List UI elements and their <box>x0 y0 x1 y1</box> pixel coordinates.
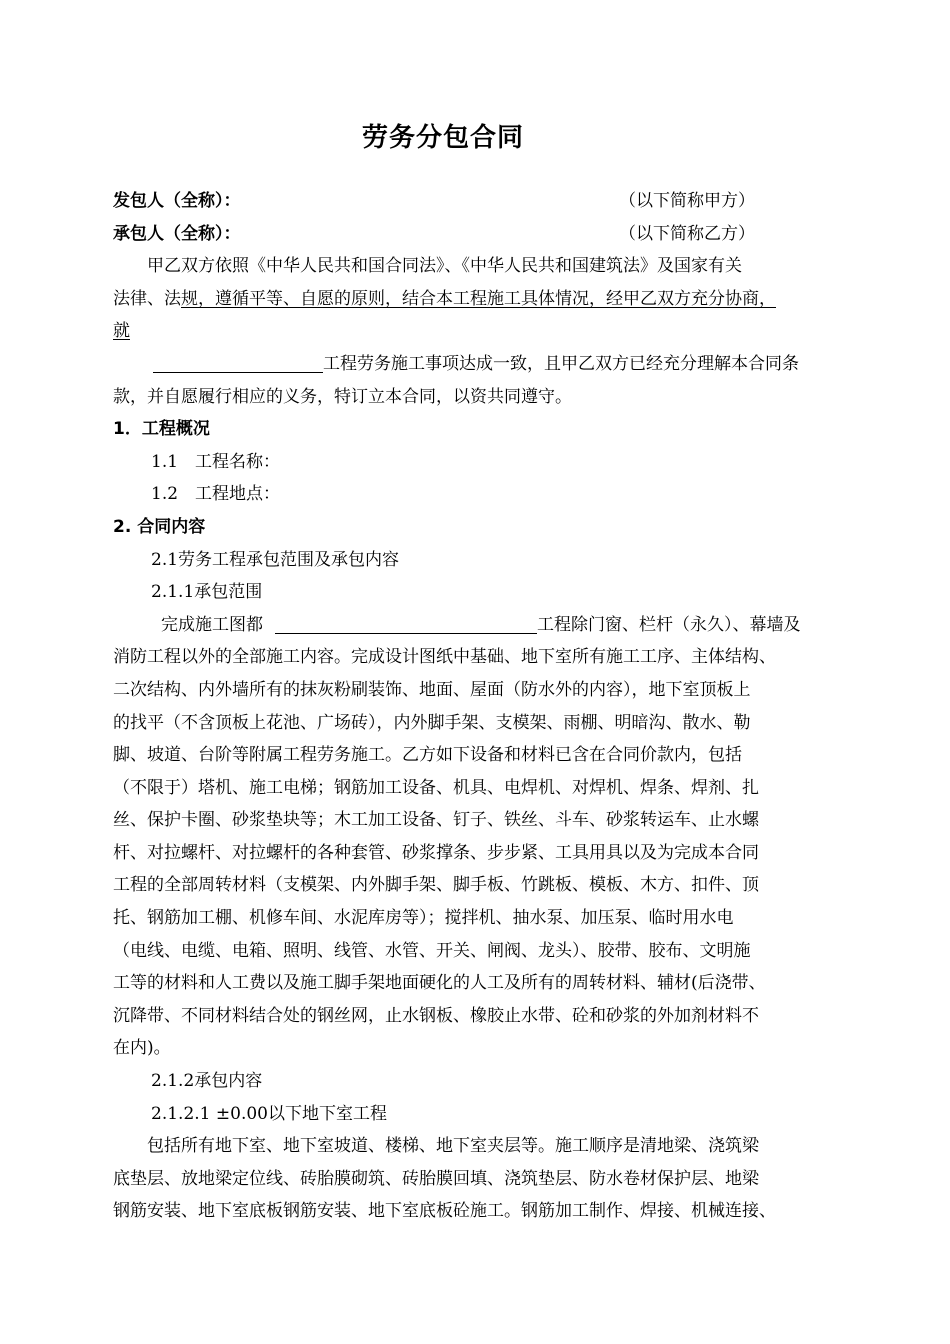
intro-line-4 <box>113 348 859 381</box>
party-b-line <box>113 218 859 251</box>
intro-line-2-plain: 法律、法 <box>113 288 181 309</box>
section-2-1-heading: 2.1劳务工程承包范围及承包内容 <box>151 549 400 570</box>
scope-line: 脚、坡道、台阶等附属工程劳务施工。乙方如下设备和材料已含在合同价款内，包括 <box>113 745 742 766</box>
scope-line-1-after: 工程除门窗、栏杆（永久）、幕墙及 <box>537 614 801 635</box>
scope-line-1-before: 完成施工图都 <box>161 614 263 635</box>
section-1-heading: 1．工程概况 <box>113 419 210 440</box>
document-body <box>113 185 859 1228</box>
party-b-note: （以下简称乙方） <box>619 223 755 244</box>
scope-line: 托、钢筋加工棚、机修车间、水泥库房等）；搅拌机、抽水泵、加压泵、临时用水电 <box>113 908 734 929</box>
intro-line-2 <box>113 283 859 316</box>
intro-line-5: 款，并自愿履行相应的义务，特订立本合同，以资共同遵守。 <box>113 386 572 407</box>
intro-line-3 <box>113 315 859 348</box>
scope-line: （不限于）塔机、施工电梯；钢筋加工设备、机具、电焊机、对焊机、焊条、焊剂、扎 <box>113 777 759 798</box>
intro-line-1: 甲乙双方依照《中华人民共和国合同法》、《中华人民共和国建筑法》及国家有关 <box>147 256 742 277</box>
scope-line: 二次结构、内外墙所有的抹灰粉刷装饰、地面、屋面（防水外的内容），地下室顶板上 <box>113 679 751 700</box>
intro-line-3-underlined: 就 <box>113 321 130 342</box>
scope-line: 沉降带、不同材料结合处的钢丝网，止水钢板、橡胶止水带、砼和砂浆的外加剂材料不 <box>113 1005 759 1026</box>
scope-line: 消防工程以外的全部施工内容。完成设计图纸中基础、地下室所有施工工序、主体结构、 <box>113 647 776 668</box>
party-b-label: 承包人（全称）： <box>113 223 241 244</box>
intro-line-4-text: 工程劳务施工事项达成一致，且甲乙双方已经充分理解本合同条 <box>323 353 799 374</box>
basement-line: 底垫层、放地梁定位线、砖胎膜砌筑、砖胎膜回填、浇筑垫层、防水卷材保护层、地梁 <box>113 1168 759 1189</box>
section-1-item-1: 1.1 工程名称： <box>151 451 281 472</box>
scope-line: 丝、保护卡圈、砂浆垫块等；木工加工设备、钉子、铁丝、斗车、砂浆转运车、止水螺 <box>113 810 759 831</box>
section-2-1-2-1-heading: 2.1.2.1 ±0.00以下地下室工程 <box>151 1103 387 1124</box>
party-a-note: （以下简称甲方） <box>619 191 755 211</box>
scope-line: 工等的材料和人工费以及施工脚手架地面硬化的人工及所有的周转材料、辅材(后浇带、 <box>113 973 766 994</box>
section-2-heading: 2. 合同内容 <box>113 516 206 537</box>
section-2-1-1-heading: 2.1.1承包范围 <box>151 582 263 603</box>
party-a-label: 发包人（全称）： <box>113 191 241 211</box>
scope-line: （电线、电缆、电箱、照明、线管、水管、开关、闸阀、龙头）、胶带、胶布、文明施 <box>113 940 751 961</box>
section-2-1-2-heading: 2.1.2承包内容 <box>151 1071 263 1092</box>
section-1-item-2: 1.2 工程地点： <box>151 484 281 505</box>
scope-line: 工程的全部周转材料（支模架、内外脚手架、脚手板、竹跳板、模板、木方、扣件、顶 <box>113 875 759 896</box>
basement-line: 钢筋安装、地下室底板钢筋安装、地下室底板砼施工。钢筋加工制作、焊接、机械连接、 <box>113 1201 776 1222</box>
scope-line: 杆、对拉螺杆、对拉螺杆的各种套管、砂浆撑条、步步紧、工具用具以及为完成本合同 <box>113 842 759 863</box>
scope-line: 的找平（不含顶板上花池、广场砖），内外脚手架、支模架、雨棚、明暗沟、散水、勒 <box>113 712 751 733</box>
drawing-name-blank <box>275 613 537 634</box>
party-a-line <box>113 185 859 218</box>
project-name-blank <box>153 352 323 373</box>
basement-line-1: 包括所有地下室、地下室坡道、楼梯、地下室夹层等。施工顺序是清地梁、浇筑梁 <box>147 1136 759 1157</box>
scope-line-1 <box>113 609 859 642</box>
scope-last-line: 在内)。 <box>113 1038 171 1059</box>
document-title: 劳务分包合同 <box>361 123 524 153</box>
intro-line-2-underlined: 规，遵循平等、自愿的原则，结合本工程施工具体情况，经甲乙双方充分协商， <box>181 288 776 309</box>
